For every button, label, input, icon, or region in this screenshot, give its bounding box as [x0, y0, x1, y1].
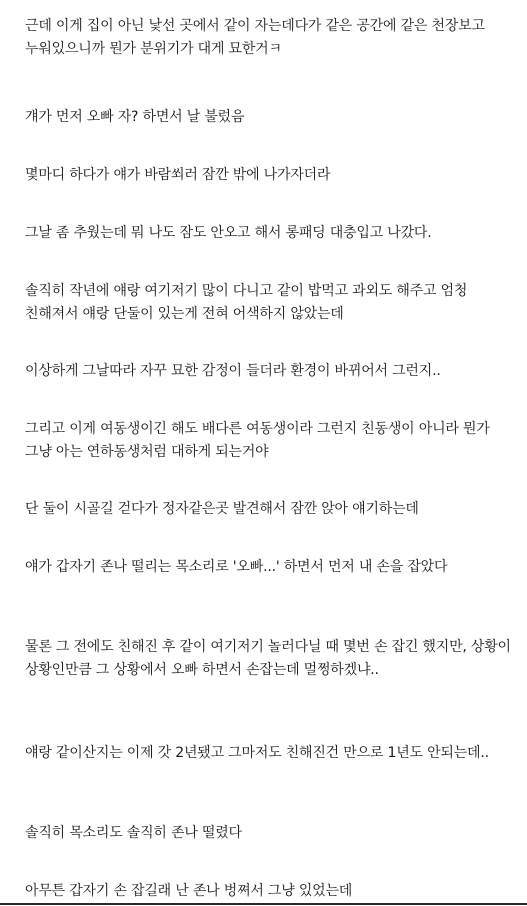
paragraph: 그날 좀 추웠는데 뭐 나도 잠도 안오고 해서 롱패딩 대충입고 나갔다.	[25, 225, 432, 241]
paragraph: 얘랑 같이산지는 이제 갓 2년됐고 그마저도 친해진건 만으로 1년도 안되는데..	[25, 745, 489, 761]
divider	[0, 903, 527, 905]
paragraph: 물론 그 전에도 친해진 후 같이 여기저기 놀러다닐 때 몇번 손 잡긴 했지만, 상황이 상황인만큼 그 상황에서 오빠 하면서 손잡는데 멀쩡하겠냐..	[25, 639, 516, 678]
paragraph: 그리고 이게 여동생이긴 해도 배다른 여동생이라 그런지 친동생이 아니라 뭔가 그냥 아는 연하동생처럼 대하게 되는거야	[25, 421, 494, 460]
paragraph: 이상하게 그날따라 자꾸 묘한 감정이 들더라 환경이 바뀌어서 그런지..	[25, 363, 441, 379]
paragraph: 솔직히 작년에 얘랑 여기저기 많이 다니고 같이 밥먹고 과외도 해주고 엄청 친해져서 얘랑 단둘이 있는게 전혀 어색하지 않았는데	[25, 283, 472, 322]
paragraph: 아무튼 갑자기 손 잡길래 난 존나 벙쪄서 그냥 있었는데	[25, 883, 353, 899]
paragraph: 근데 이게 집이 아닌 낯선 곳에서 같이 자는데다가 같은 공간에 같은 천장보고 누워있으니까 뭔가 분위기가 대게 묘한거ㅋ	[25, 18, 490, 57]
paragraph: 단 둘이 시골길 걷다가 정자같은곳 발견해서 잠깐 앉아 얘기하는데	[25, 501, 419, 517]
paragraph: 걔가 먼저 오빠 자? 하면서 날 불렀음	[25, 109, 245, 125]
paragraph: 몇마디 하다가 얘가 바람쐬러 잠깐 밖에 나가자더라	[25, 167, 331, 183]
paragraph: 얘가 갑자기 존나 떨리는 목소리로 '오빠...' 하면서 먼저 내 손을 잡았다	[25, 559, 448, 575]
paragraph: 솔직히 목소리도 솔직히 존나 떨렸다	[25, 825, 242, 841]
